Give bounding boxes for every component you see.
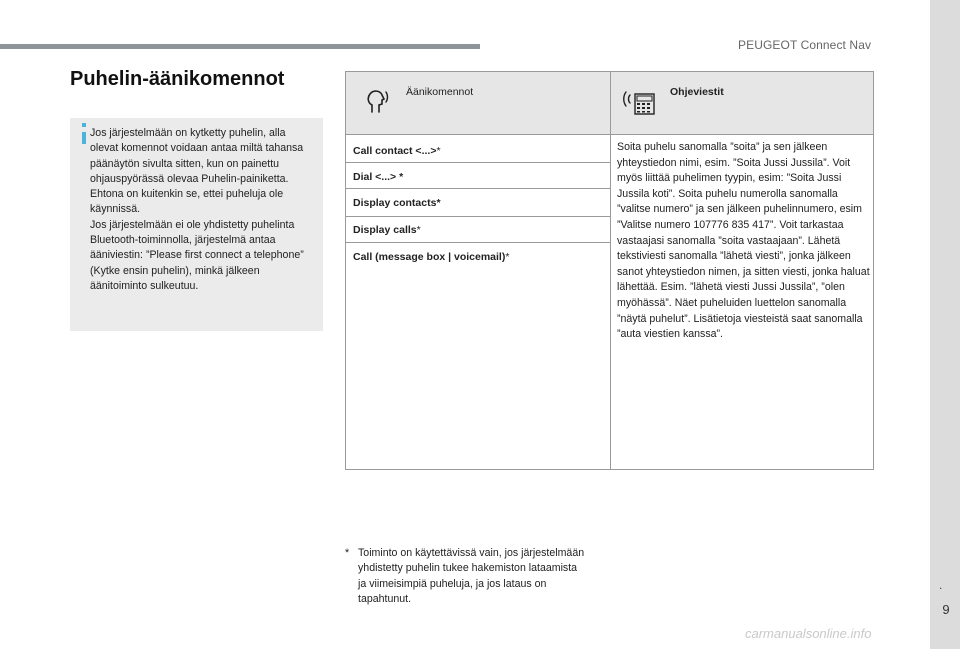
top-rule <box>0 44 480 49</box>
info-text <box>90 126 314 294</box>
command-label: Call (message box | voicemail) <box>353 251 506 263</box>
info-box <box>70 118 323 331</box>
command-display-contacts <box>353 197 441 209</box>
command-dial <box>353 171 403 183</box>
footnote-mark: * <box>505 251 510 263</box>
footnote <box>345 546 585 607</box>
command-label: Display calls <box>353 224 417 236</box>
header-commands-label: Äänikomennot <box>406 86 474 98</box>
voice-help-icon <box>621 84 661 118</box>
footnote-text: Toiminto on käytettävissä vain, jos järjestelmään yhdistetty puhelin tukee hakemiston lataamista ja viimeisimpiä puheluja, ja jos lataus on tapahtunut. <box>358 547 585 605</box>
header-help-label: Ohjeviestit <box>670 86 724 98</box>
row-divider <box>346 242 610 243</box>
table-header-help <box>611 72 873 134</box>
info-paragraph-2: Jos järjestelmään ei ole yhdistetty puhelinta Bluetooth-toiminnolla, järjestelmä antaa ääniviestin: ”Please first connect a telephone” (Kytke ensin puhelin), minkä jälkeen äänitoiminto sulkeutuu. <box>90 218 304 292</box>
command-label: Display contacts* <box>353 197 441 209</box>
continuation-mark: . <box>939 578 943 592</box>
watermark: carmanualsonline.info <box>745 626 872 641</box>
column-divider <box>610 72 611 469</box>
footnote-mark: * <box>416 224 421 236</box>
info-icon <box>82 132 86 144</box>
page-number: 9 <box>942 602 950 617</box>
row-divider <box>346 188 610 189</box>
footnote-marker: * <box>345 547 350 559</box>
command-call-contact <box>353 145 441 157</box>
info-icon-dot <box>82 123 86 127</box>
row-divider <box>346 216 610 217</box>
command-display-calls <box>353 224 421 236</box>
command-label: Dial <...> * <box>353 171 404 183</box>
info-paragraph-1: Jos järjestelmään on kytketty puhelin, alla olevat komennot voidaan antaa miltä tahansa päänäytön sivulta sitten, kun on painettu ohjauspyörässä olevaa Puhelin-painiketta. Ehtona on kuitenkin se, ettei puheluja ole käynnissä. <box>90 127 304 216</box>
speaking-head-icon <box>364 86 392 114</box>
side-band <box>930 0 960 649</box>
row-divider <box>346 162 610 163</box>
footnote-mark: * <box>436 145 441 157</box>
table-header-commands <box>346 72 610 134</box>
command-label: Call contact <...> <box>353 145 437 157</box>
voice-commands-table <box>345 71 874 470</box>
page-title: Puhelin-äänikomennot <box>70 68 285 90</box>
help-messages-text: Soita puhelu sanomalla ”soita” ja sen jälkeen yhteystiedon nimi, esim. ”Soita Jussi Jussila”. Voit myös liittää puhelimen tyypin, esim: ”Soita Jussi Jussila koti”. Soita puhelu numerolla sanomalla ”valitse numero” ja sen jälkeen puhelinnumero, esim ”Valitse numero 107776 835 417”. Voit tarkastaa vastaajasi sanomalla ”soita vastaajaan”. Lähetä tekstiviesti sanomalla ”lähetä viesti”, jonka jälkeen sanot yhteystiedon nimen, ja sitten viesti, jonka haluat lähettää. Esim. ”lähetä viesti Jussi Jussila”, ”olen myöhässä”. Näet puheluiden luettelon sanomalla ”näytä puhelut”. Lisätietoja viesteistä saat sanomalla ”auta viestien kanssa”. <box>617 141 870 341</box>
command-call-voicemail <box>353 251 509 263</box>
header-brand: PEUGEOT Connect Nav <box>738 38 872 52</box>
